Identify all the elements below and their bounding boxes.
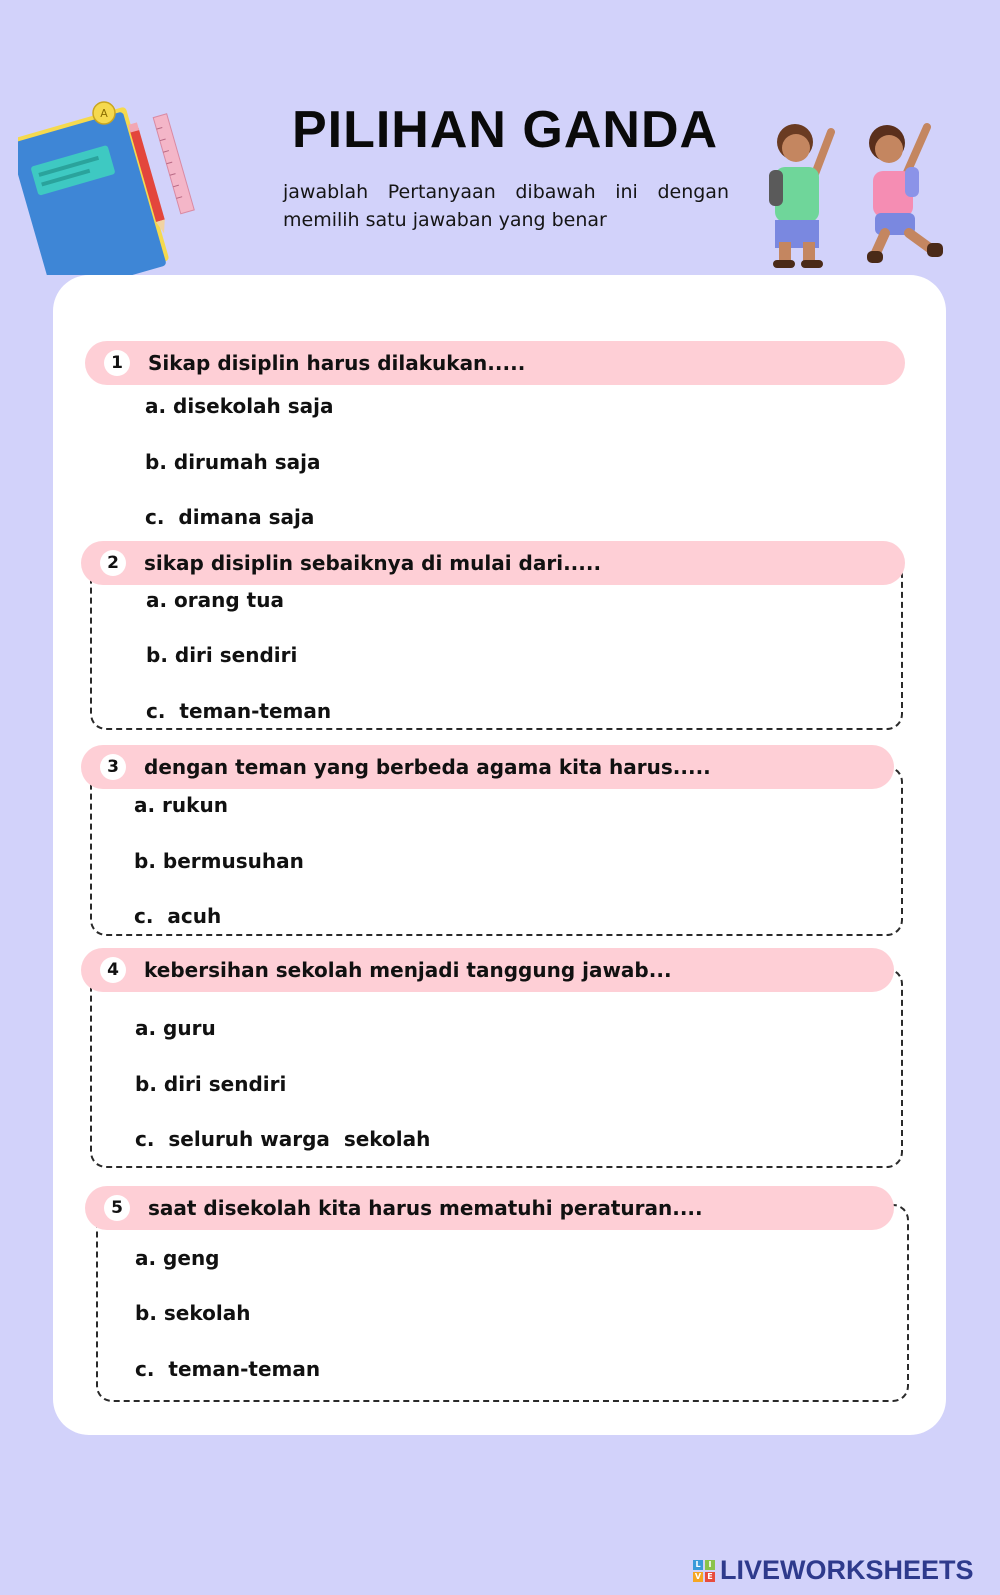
option-a[interactable]: a. orang tua xyxy=(146,588,284,612)
question-3-header xyxy=(81,745,894,789)
question-text: kebersihan sekolah menjadi tanggung jawab... xyxy=(144,958,672,982)
question-text: dengan teman yang berbeda agama kita harus..... xyxy=(144,755,711,779)
option-a[interactable]: a. guru xyxy=(135,1016,216,1040)
logo-grid-icon: L I V E xyxy=(693,1560,715,1582)
question-4-header xyxy=(81,948,894,992)
question-text: Sikap disiplin harus dilakukan..... xyxy=(148,351,526,375)
question-number: 2 xyxy=(100,550,126,576)
option-a[interactable]: a. geng xyxy=(135,1246,220,1270)
liveworksheets-logo[interactable] xyxy=(693,1555,974,1586)
page-title: PILIHAN GANDA xyxy=(291,101,719,159)
boy-illustration xyxy=(765,112,845,276)
option-b[interactable]: b. dirumah saja xyxy=(145,450,321,474)
question-number: 3 xyxy=(100,754,126,780)
instruction-text: jawablah Pertanyaan dibawah ini dengan memilih satu jawaban yang benar xyxy=(283,181,729,231)
books-illustration xyxy=(18,95,208,279)
option-c[interactable]: c. seluruh warga sekolah xyxy=(135,1127,431,1151)
question-text: saat disekolah kita harus mematuhi peraturan.... xyxy=(148,1196,703,1220)
option-c[interactable]: c. acuh xyxy=(134,904,222,928)
option-a[interactable]: a. rukun xyxy=(134,793,228,817)
question-number: 5 xyxy=(104,1195,130,1221)
svg-text:A: A xyxy=(100,107,108,120)
option-b[interactable]: b. diri sendiri xyxy=(146,643,298,667)
question-number: 4 xyxy=(100,957,126,983)
option-a[interactable]: a. disekolah saja xyxy=(145,394,334,418)
question-5-header xyxy=(85,1186,894,1230)
question-text: sikap disiplin sebaiknya di mulai dari..... xyxy=(144,551,602,575)
option-b[interactable]: b. diri sendiri xyxy=(135,1072,287,1096)
option-c[interactable]: c. teman-teman xyxy=(146,699,332,723)
brand-name: LIVEWORKSHEETS xyxy=(720,1555,974,1585)
option-c[interactable]: c. dimana saja xyxy=(145,505,315,529)
option-b[interactable]: b. bermusuhan xyxy=(134,849,304,873)
question-1-header xyxy=(85,341,905,385)
question-2-header xyxy=(81,541,905,585)
question-number: 1 xyxy=(104,350,130,376)
girl-illustration xyxy=(865,115,955,274)
option-c[interactable]: c. teman-teman xyxy=(135,1357,321,1381)
option-b[interactable]: b. sekolah xyxy=(135,1301,251,1325)
